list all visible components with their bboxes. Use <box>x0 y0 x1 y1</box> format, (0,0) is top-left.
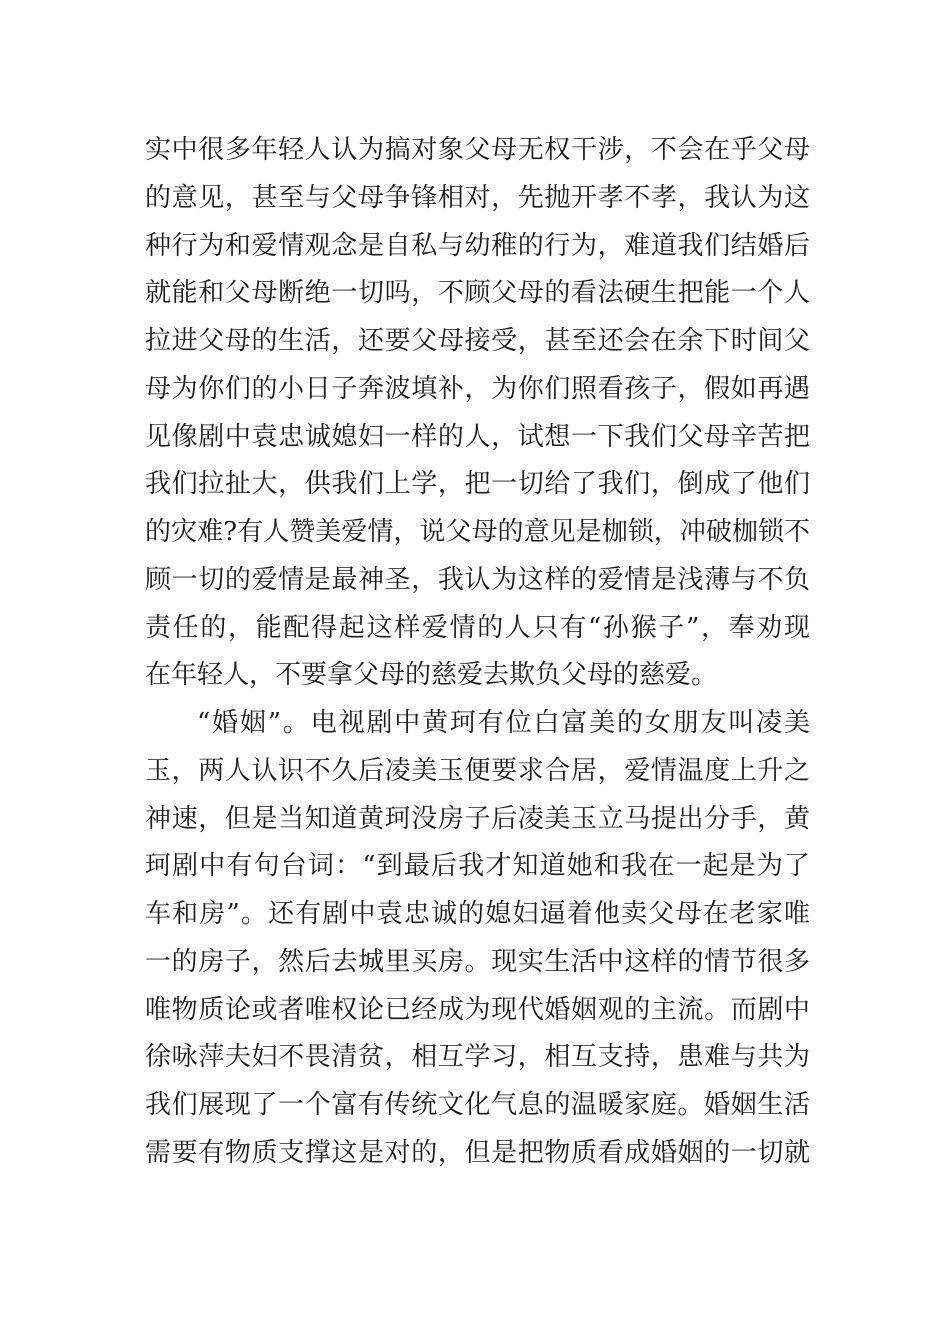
text-line: 见像剧中袁忠诚媳妇一样的人，试想一下我们父母辛苦把 <box>145 421 810 452</box>
text-line: 母为你们的小日子奔波填补，为你们照看孩子，假如再遇 <box>145 373 810 404</box>
text-line: 需要有物质支撑这是对的，但是把物质看成婚姻的一切就 <box>145 1137 810 1168</box>
text-line: 我们展现了一个富有传统文化气息的温暖家庭。婚姻生活 <box>145 1090 810 1120</box>
text-line: 神速，但是当知道黄珂没房子后凌美玉立马提出分手，黄 <box>145 803 810 834</box>
text-line: 拉进父母的生活，还要父母接受，甚至还会在余下时间父 <box>145 326 810 356</box>
text-line: 责任的，能配得起这样爱情的人只有“孙猴子”，奉劝现 <box>145 612 810 643</box>
text-line: 在年轻人，不要拿父母的慈爱去欺负父母的慈爱。 <box>145 660 718 691</box>
text-line: 的意见，甚至与父母争锋相对，先抛开孝不孝，我认为这 <box>145 182 810 213</box>
text-line: 徐咏萍夫妇不畏清贫，相互学习，相互支持，患难与共为 <box>145 1042 810 1073</box>
paragraph-1 <box>145 127 810 700</box>
text-line: 种行为和爱情观念是自私与幼稚的行为，难道我们结婚后 <box>145 230 810 261</box>
text-line: “婚姻”。电视剧中黄珂有位白富美的女朋友叫凌美 <box>197 708 810 738</box>
text-line: 就能和父母断绝一切吗，不顾父母的看法硬生把能一个人 <box>145 278 810 309</box>
paragraph-2 <box>145 700 810 1178</box>
text-line: 实中很多年轻人认为搞对象父母无权干涉，不会在乎父母 <box>145 135 810 165</box>
text-line: 唯物质论或者唯权论已经成为现代婚姻观的主流。而剧中 <box>145 994 810 1025</box>
text-line: 一的房子，然后去城里买房。现实生活中这样的情节很多 <box>145 946 810 977</box>
text-line: 我们拉扯大，供我们上学，把一切给了我们，倒成了他们 <box>145 469 810 500</box>
text-line: 顾一切的爱情是最神圣，我认为这样的爱情是浅薄与不负 <box>145 564 810 595</box>
text-line: 的灾难?有人赞美爱情，说父母的意见是枷锁，冲破枷锁不 <box>145 517 810 547</box>
body-text <box>145 127 810 1178</box>
text-line: 车和房”。还有剧中袁忠诚的媳妇逼着他卖父母在老家唯 <box>145 899 810 929</box>
text-line: 玉，两人认识不久后凌美玉便要求合居，爱情温度上升之 <box>145 755 810 786</box>
text-line: 珂剧中有句台词：“到最后我才知道她和我在一起是为了 <box>145 851 810 882</box>
